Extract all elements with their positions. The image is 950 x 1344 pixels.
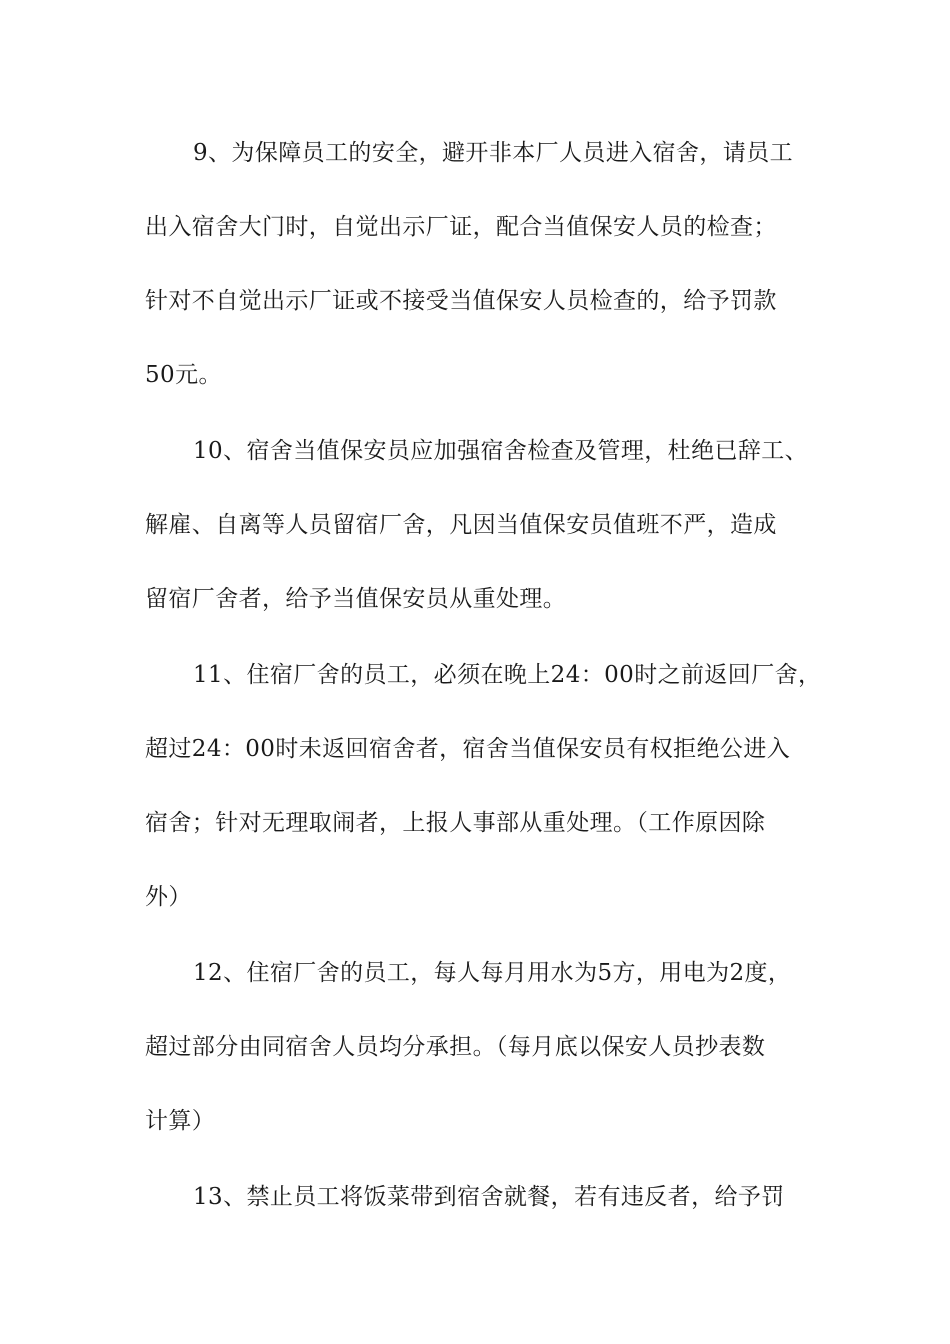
paragraph-13-line-1: 13、禁止员工将饭菜带到宿舍就餐，若有违反者，给予罚 (193, 1184, 785, 1210)
paragraph-11-line-2: 超过24：00时未返回宿舍者，宿舍当值保安员有权拒绝公进入 (145, 736, 791, 762)
paragraph-11-line-3: 宿舍；针对无理取闹者，上报人事部从重处理。（工作原因除 (145, 810, 766, 836)
paragraph-11-line-1: 11、住宿厂舍的员工，必须在晚上24：00时之前返回厂舍， (193, 662, 822, 688)
paragraph-10-line-2: 解雇、自离等人员留宿厂舍，凡因当值保安员值班不严，造成 (145, 512, 777, 538)
paragraph-9-line-2: 出入宿舍大门时，自觉出示厂证，配合当值保安人员的检查； (145, 214, 777, 240)
paragraph-11-line-4: 外） (145, 884, 192, 910)
paragraph-12-line-3: 计算） (145, 1108, 216, 1134)
paragraph-9-line-3: 针对不自觉出示厂证或不接受当值保安人员检查的，给予罚款 (145, 288, 777, 314)
paragraph-12-line-1: 12、住宿厂舍的员工，每人每月用水为5方，用电为2度， (193, 960, 792, 986)
paragraph-12-line-2: 超过部分由同宿舍人员均分承担。（每月底以保安人员抄表数 (145, 1034, 766, 1060)
paragraph-9-line-1: 9、为保障员工的安全，避开非本厂人员进入宿舍，请员工 (193, 140, 794, 166)
paragraph-10-line-1: 10、宿舍当值保安员应加强宿舍检查及管理，杜绝已辞工、 (193, 438, 809, 464)
paragraph-9-line-4: 50元。 (145, 362, 222, 388)
paragraph-10-line-3: 留宿厂舍者，给予当值保安员从重处理。 (145, 586, 567, 612)
